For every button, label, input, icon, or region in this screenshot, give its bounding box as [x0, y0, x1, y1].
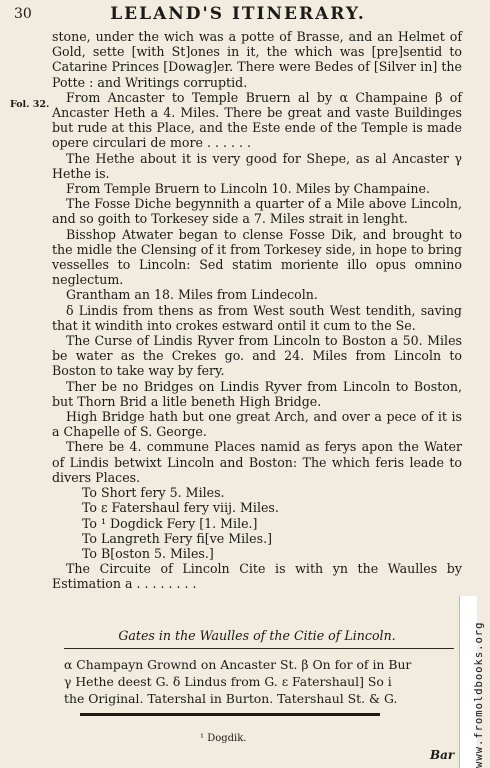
- list-item: To Short fery 5. Miles.: [82, 485, 225, 501]
- paragraph: High Bridge hath but one great Arch, and over a pece of it is a Chapelle of S. George.: [52, 409, 462, 440]
- paragraph: The Circuite of Lincoln Cite is with yn the Waulles by Estimation a . . . . . . . .: [52, 561, 462, 592]
- note-line: α Champayn Grownd on Ancaster St. β On for of in Bur: [64, 657, 412, 672]
- note-line: the Original. Tatershal in Burton. Tatershaul St. & G.: [64, 691, 398, 706]
- divider: [64, 648, 454, 649]
- paragraph: Ther be no Bridges on Lindis Ryver from Lincoln to Boston, but Thorn Brid a litle beneth High Bridge.: [52, 378, 462, 409]
- textual-notes: [64, 656, 462, 707]
- paragraph: The Curse of Lindis Ryver from Lincoln to Boston a 50. Miles be water as the Crekes go. and 24. Miles from Lincoln to Boston to take way by fery.: [52, 333, 462, 379]
- list-item: To ε Fatershaul fery viij. Miles.: [82, 500, 279, 516]
- note-line: γ Hethe deest G. δ Lindus from G. ε Fatershaul] So i: [64, 674, 392, 689]
- paragraph: The Fosse Diche begynnith a quarter of a Mile above Lincoln, and so goith to Torkesey side a 7. Miles strait in lenght.: [52, 196, 462, 227]
- list-item: To ¹ Dogdick Fery [1. Mile.]: [82, 515, 258, 531]
- paragraph: From Temple Bruern to Lincoln 10. Miles by Champaine.: [66, 181, 430, 197]
- paragraph: stone, under the wich was a potte of Brasse, and an Helmet of Gold, sette [with St]ones in it, the which was [pre]sentid to Catarine Princes [Dowag]er. There were Bedes of [Silver in] the Potte : and Writings corruptid.: [52, 29, 462, 90]
- paragraph: Grantham an 18. Miles from Lindecoln.: [66, 287, 318, 303]
- paragraph: δ Lindis from thens as from West south West tendith, saving that it windith into crokes estward ontil it cum to the Se.: [52, 302, 462, 333]
- page-number: 30: [14, 6, 32, 22]
- list-item: To Langreth Fery fi[ve Miles.]: [82, 530, 273, 546]
- catchword: Bar: [430, 748, 455, 762]
- watermark-strip: [459, 596, 485, 768]
- paragraph: From Ancaster to Temple Bruern al by α Champaine β of Ancaster Heth a 4. Miles. There be great and vaste Buildinges but rude at this Place, and the Este ende of the Temple is made opere circulari de more . . . . . .: [52, 89, 462, 151]
- body-text: [10, 29, 462, 592]
- watermark-text: www.fromoldbooks.org: [473, 621, 485, 768]
- paragraph: The Hethe about it is very good for Shepe, as al Ancaster γ Hethe is.: [52, 150, 462, 181]
- page-header: [0, 4, 476, 26]
- divider: [80, 713, 380, 716]
- paragraph: Bisshop Atwater began to clense Fosse Dik, and brought to the midle the Clensing of it from Torkesey side, in hope to bring vesselles to Lincoln: Sed statim moriente illo opus omnino neglectum.: [52, 226, 462, 288]
- paragraph: There be 4. commune Places namid as ferys apon the Water of Lindis betwixt Lincoln and Boston: The which feris leade to divers Places.: [52, 439, 462, 485]
- folio-margin-note: Fol. 32.: [10, 99, 50, 110]
- section-heading: Gates in the Waulles of the Citie of Lincoln.: [118, 628, 396, 643]
- running-title: LELAND'S ITINERARY.: [110, 4, 366, 24]
- footnote: ¹ Dogdik.: [200, 733, 247, 744]
- ferry-list: [52, 485, 462, 561]
- list-item: To B[oston 5. Miles.]: [82, 545, 214, 561]
